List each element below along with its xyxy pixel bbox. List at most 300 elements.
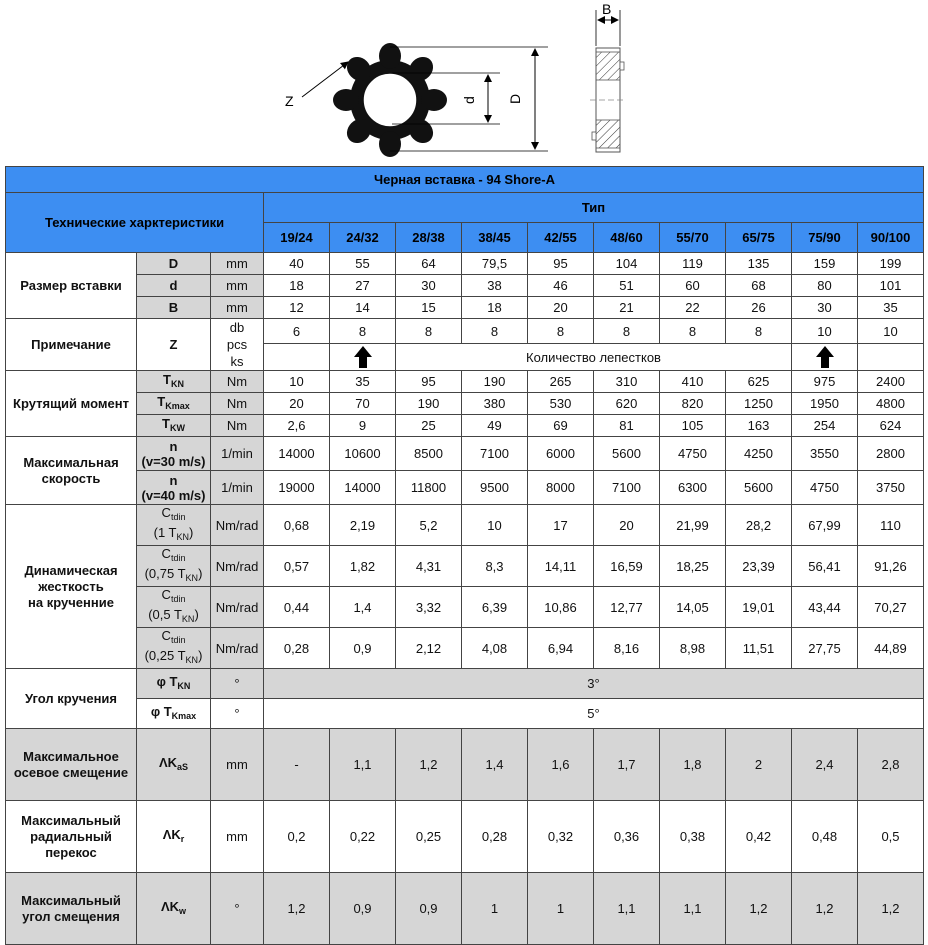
- text: Динамическая: [24, 562, 118, 578]
- value-cell: 310: [594, 371, 660, 393]
- param-cell: [137, 505, 211, 546]
- value-cell: 35: [330, 371, 396, 393]
- text: db: [229, 320, 245, 335]
- param-cell: [137, 669, 211, 699]
- value-cell: 5,2: [396, 505, 462, 546]
- value-cell: 1,2: [858, 873, 924, 945]
- value-cell: 8: [594, 319, 660, 344]
- unit-cell: 1/min: [211, 437, 264, 471]
- text: перекос: [45, 844, 97, 860]
- table-row: [6, 546, 924, 587]
- unit-cell: mm: [211, 275, 264, 297]
- value-cell: 28,2: [726, 505, 792, 546]
- table-row: [6, 253, 924, 275]
- text: жесткость: [38, 578, 104, 594]
- text: T: [157, 393, 166, 409]
- value-cell: 1: [462, 873, 528, 945]
- value-cell: 8,16: [594, 628, 660, 669]
- value-cell: 38: [462, 275, 528, 297]
- text: Максимальный: [21, 812, 121, 828]
- value-cell: 265: [528, 371, 594, 393]
- value-cell: 190: [396, 393, 462, 415]
- subscript: KN: [177, 680, 191, 691]
- subscript: tdin: [170, 553, 186, 563]
- param-cell: [137, 699, 211, 729]
- text: осевое смещение: [13, 764, 129, 780]
- value-cell: 67,99: [792, 505, 858, 546]
- value-cell: 2: [726, 729, 792, 801]
- value-cell: 49: [462, 415, 528, 437]
- unit-cell: Nm/rad: [211, 628, 264, 669]
- value-cell: 21: [594, 297, 660, 319]
- text: Максимальный: [21, 892, 121, 908]
- merged-value-cell: 3°: [264, 669, 924, 699]
- value-cell: 0,32: [528, 801, 594, 873]
- value-cell: 1: [528, 873, 594, 945]
- value-cell: 30: [792, 297, 858, 319]
- type-header: 90/100: [858, 223, 924, 253]
- value-cell: 19000: [264, 471, 330, 505]
- group-radial: [6, 801, 137, 873]
- value-cell: 0,28: [462, 801, 528, 873]
- value-cell: 18: [264, 275, 330, 297]
- value-cell: 0,36: [594, 801, 660, 873]
- value-cell: 8: [528, 319, 594, 344]
- text: n: [169, 472, 178, 488]
- unit-cell: Nm: [211, 371, 264, 393]
- value-cell: 1,2: [792, 873, 858, 945]
- value-cell: 0,9: [330, 873, 396, 945]
- value-cell: 8: [396, 319, 462, 344]
- text: (1 T: [153, 525, 177, 540]
- value-cell: 1,2: [726, 873, 792, 945]
- subscript: tdin: [170, 594, 186, 604]
- unit-cell: mm: [211, 297, 264, 319]
- value-cell: 60: [660, 275, 726, 297]
- value-cell: 5600: [594, 437, 660, 471]
- text: ): [198, 648, 203, 663]
- text: (0,5 T: [148, 607, 182, 622]
- value-cell: 95: [396, 371, 462, 393]
- value-cell: 1,2: [396, 729, 462, 801]
- text: ΛK: [162, 826, 181, 842]
- type-header: 28/38: [396, 223, 462, 253]
- param-cell: [137, 437, 211, 471]
- value-cell: 0,48: [792, 801, 858, 873]
- value-cell: 8500: [396, 437, 462, 471]
- param-cell: [137, 371, 211, 393]
- value-cell: 1,82: [330, 546, 396, 587]
- table-row: [6, 587, 924, 628]
- value-cell: 3,32: [396, 587, 462, 628]
- text: T: [162, 415, 170, 431]
- subscript: KW: [169, 422, 185, 433]
- value-cell: 64: [396, 253, 462, 275]
- value-cell: 8: [462, 319, 528, 344]
- merged-value-cell: 5°: [264, 699, 924, 729]
- unit-cell: Nm/rad: [211, 546, 264, 587]
- value-cell: 4250: [726, 437, 792, 471]
- value-cell: 1,7: [594, 729, 660, 801]
- text: радиальный: [30, 828, 112, 844]
- value-cell: 22: [660, 297, 726, 319]
- value-cell: 91,26: [858, 546, 924, 587]
- value-cell: 43,44: [792, 587, 858, 628]
- text: на крученние: [28, 594, 114, 610]
- value-cell: 20: [528, 297, 594, 319]
- param-cell: d: [137, 275, 211, 297]
- param-cell: [137, 873, 211, 945]
- value-cell: 8: [660, 319, 726, 344]
- text: T: [163, 371, 171, 387]
- value-cell: 190: [462, 371, 528, 393]
- text: ks: [230, 354, 244, 369]
- value-cell: 27: [330, 275, 396, 297]
- value-cell: 20: [594, 505, 660, 546]
- unit-cell: Nm/rad: [211, 505, 264, 546]
- value-cell: 14,11: [528, 546, 594, 587]
- coupling-insert-drawing: [0, 0, 928, 166]
- type-header: 19/24: [264, 223, 330, 253]
- value-cell: 14000: [330, 471, 396, 505]
- value-cell: 254: [792, 415, 858, 437]
- value-cell: 7100: [594, 471, 660, 505]
- value-cell: 44,89: [858, 628, 924, 669]
- value-cell: 20: [264, 393, 330, 415]
- subscript: tdin: [170, 635, 186, 645]
- text: Максимальное: [23, 748, 119, 764]
- subscript: KN: [181, 614, 195, 624]
- value-cell: 9500: [462, 471, 528, 505]
- value-cell: 16,59: [594, 546, 660, 587]
- arrow-up-icon: [354, 346, 372, 368]
- table-row: [6, 471, 924, 505]
- value-cell: 104: [594, 253, 660, 275]
- value-cell: 1,1: [330, 729, 396, 801]
- param-cell: [137, 801, 211, 873]
- text: скорость: [41, 470, 101, 486]
- text: C: [161, 628, 171, 643]
- value-cell: 820: [660, 393, 726, 415]
- text: C: [161, 505, 171, 520]
- group-twist-angle: Угол кручения: [6, 669, 137, 729]
- value-cell: 14: [330, 297, 396, 319]
- text: ΛK: [160, 898, 180, 914]
- label-z: Z: [285, 93, 294, 109]
- value-cell: 625: [726, 371, 792, 393]
- text: φ T: [156, 673, 178, 689]
- value-cell: 10,86: [528, 587, 594, 628]
- value-cell: 380: [462, 393, 528, 415]
- subscript: Kmax: [171, 710, 197, 721]
- header-type: Тип: [264, 193, 924, 223]
- value-cell: 410: [660, 371, 726, 393]
- value-cell: 14,05: [660, 587, 726, 628]
- table-title: Черная вставка - 94 Shore-A: [6, 167, 924, 193]
- value-cell: 6000: [528, 437, 594, 471]
- value-cell: 1,8: [660, 729, 726, 801]
- type-header: 75/90: [792, 223, 858, 253]
- value-cell: 70: [330, 393, 396, 415]
- value-cell: 19,01: [726, 587, 792, 628]
- table-row: [6, 167, 924, 193]
- value-cell: 26: [726, 297, 792, 319]
- petals-arrow-cell: [264, 344, 330, 371]
- param-cell: [137, 415, 211, 437]
- value-cell: 69: [528, 415, 594, 437]
- group-insert-size: Размер вставки: [6, 253, 137, 319]
- value-cell: 10: [462, 505, 528, 546]
- unit-cell: [211, 319, 264, 371]
- value-cell: 0,38: [660, 801, 726, 873]
- value-cell: 3750: [858, 471, 924, 505]
- text: (v=40 m/s): [141, 487, 206, 503]
- value-cell: 8: [726, 319, 792, 344]
- value-cell: 1,1: [660, 873, 726, 945]
- table-row: [6, 437, 924, 471]
- group-angular: [6, 873, 137, 945]
- text: (0,75 T: [144, 566, 186, 581]
- value-cell: 23,39: [726, 546, 792, 587]
- value-cell: 0,28: [264, 628, 330, 669]
- value-cell: -: [264, 729, 330, 801]
- subscript: w: [179, 905, 187, 916]
- value-cell: 10600: [330, 437, 396, 471]
- text: n: [169, 438, 178, 454]
- unit-cell: 1/min: [211, 471, 264, 505]
- subscript: KN: [185, 655, 199, 665]
- type-header: 48/60: [594, 223, 660, 253]
- value-cell: 17: [528, 505, 594, 546]
- value-cell: 530: [528, 393, 594, 415]
- unit-cell: °: [211, 669, 264, 699]
- param-cell: [137, 546, 211, 587]
- value-cell: 35: [858, 297, 924, 319]
- label-d: d: [461, 96, 477, 104]
- value-cell: 27,75: [792, 628, 858, 669]
- value-cell: 51: [594, 275, 660, 297]
- text: Максимальная: [23, 454, 119, 470]
- text: φ T: [150, 703, 172, 719]
- unit-cell: Nm: [211, 415, 264, 437]
- value-cell: 4,08: [462, 628, 528, 669]
- value-cell: 4750: [660, 437, 726, 471]
- value-cell: 620: [594, 393, 660, 415]
- value-cell: 6: [264, 319, 330, 344]
- value-cell: 101: [858, 275, 924, 297]
- value-cell: 95: [528, 253, 594, 275]
- value-cell: 46: [528, 275, 594, 297]
- petals-arrow-cell: [792, 344, 858, 371]
- table-row: [6, 393, 924, 415]
- value-cell: 159: [792, 253, 858, 275]
- table-row: [6, 275, 924, 297]
- text: (0,25 T: [144, 648, 186, 663]
- value-cell: 4,31: [396, 546, 462, 587]
- text: C: [161, 546, 171, 561]
- value-cell: 119: [660, 253, 726, 275]
- value-cell: 81: [594, 415, 660, 437]
- side-view-icon: [590, 48, 626, 152]
- value-cell: 1,1: [594, 873, 660, 945]
- value-cell: 1250: [726, 393, 792, 415]
- table-row: [6, 415, 924, 437]
- text: угол смещения: [22, 908, 120, 924]
- value-cell: 6,94: [528, 628, 594, 669]
- value-cell: 0,25: [396, 801, 462, 873]
- value-cell: 975: [792, 371, 858, 393]
- value-cell: 2800: [858, 437, 924, 471]
- value-cell: 1,6: [528, 729, 594, 801]
- value-cell: 199: [858, 253, 924, 275]
- value-cell: 110: [858, 505, 924, 546]
- value-cell: 1,4: [330, 587, 396, 628]
- value-cell: 0,42: [726, 801, 792, 873]
- param-cell: [137, 628, 211, 669]
- type-header: 55/70: [660, 223, 726, 253]
- value-cell: 105: [660, 415, 726, 437]
- value-cell: 2,12: [396, 628, 462, 669]
- value-cell: 70,27: [858, 587, 924, 628]
- text: (v=30 m/s): [141, 453, 206, 469]
- type-header: 38/45: [462, 223, 528, 253]
- petals-text: Количество лепестков: [396, 344, 792, 371]
- label-B-dim: B: [602, 1, 612, 17]
- value-cell: 4750: [792, 471, 858, 505]
- value-cell: 1,4: [462, 729, 528, 801]
- table-row: [6, 801, 924, 873]
- table-row: [6, 505, 924, 546]
- value-cell: 1950: [792, 393, 858, 415]
- type-header: 42/55: [528, 223, 594, 253]
- value-cell: 14000: [264, 437, 330, 471]
- unit-cell: Nm/rad: [211, 587, 264, 628]
- value-cell: 8,98: [660, 628, 726, 669]
- value-cell: 10: [858, 319, 924, 344]
- value-cell: 4800: [858, 393, 924, 415]
- unit-cell: Nm: [211, 393, 264, 415]
- value-cell: 0,5: [858, 801, 924, 873]
- group-axial: [6, 729, 137, 801]
- value-cell: 1,2: [264, 873, 330, 945]
- group-stiffness: [6, 505, 137, 669]
- value-cell: 11800: [396, 471, 462, 505]
- value-cell: 0,57: [264, 546, 330, 587]
- value-cell: 25: [396, 415, 462, 437]
- group-speed: [6, 437, 137, 505]
- value-cell: 5600: [726, 471, 792, 505]
- subscript: tdin: [170, 512, 186, 522]
- petals-arrow-cell: [858, 344, 924, 371]
- value-cell: 0,44: [264, 587, 330, 628]
- arrow-up-icon: [816, 346, 834, 368]
- value-cell: 2,4: [792, 729, 858, 801]
- table-row: [6, 297, 924, 319]
- value-cell: 18,25: [660, 546, 726, 587]
- value-cell: 30: [396, 275, 462, 297]
- subscript: aS: [177, 761, 189, 772]
- value-cell: 2,6: [264, 415, 330, 437]
- value-cell: 80: [792, 275, 858, 297]
- text: ΛK: [158, 754, 178, 770]
- value-cell: 7100: [462, 437, 528, 471]
- value-cell: 0,68: [264, 505, 330, 546]
- param-cell: D: [137, 253, 211, 275]
- header-tech: Технические харктеристики: [6, 193, 264, 253]
- table-row: [6, 699, 924, 729]
- table-row: [6, 193, 924, 223]
- table-row: [6, 319, 924, 344]
- value-cell: 135: [726, 253, 792, 275]
- subscript: KN: [185, 573, 199, 583]
- label-D-dim: D: [507, 93, 523, 104]
- value-cell: 0,22: [330, 801, 396, 873]
- spec-table: [5, 166, 924, 945]
- unit-cell: mm: [211, 729, 264, 801]
- value-cell: 55: [330, 253, 396, 275]
- subscript: KN: [176, 532, 190, 542]
- value-cell: 0,9: [330, 628, 396, 669]
- text: ): [198, 566, 203, 581]
- table-row: [6, 729, 924, 801]
- value-cell: 0,2: [264, 801, 330, 873]
- type-header: 24/32: [330, 223, 396, 253]
- text: C: [161, 587, 171, 602]
- subscript: r: [180, 833, 185, 844]
- unit-cell: mm: [211, 801, 264, 873]
- unit-cell: mm: [211, 253, 264, 275]
- value-cell: 8,3: [462, 546, 528, 587]
- value-cell: 15: [396, 297, 462, 319]
- subscript: Kmax: [165, 400, 190, 411]
- value-cell: 21,99: [660, 505, 726, 546]
- param-cell: [137, 471, 211, 505]
- value-cell: 8000: [528, 471, 594, 505]
- group-torque: Крутящий момент: [6, 371, 137, 437]
- table-row: [6, 628, 924, 669]
- value-cell: 18: [462, 297, 528, 319]
- value-cell: 624: [858, 415, 924, 437]
- value-cell: 2,19: [330, 505, 396, 546]
- value-cell: 6,39: [462, 587, 528, 628]
- value-cell: 9: [330, 415, 396, 437]
- value-cell: 6300: [660, 471, 726, 505]
- table-row: [6, 669, 924, 699]
- param-cell: Z: [137, 319, 211, 371]
- text: ): [194, 607, 199, 622]
- value-cell: 8: [330, 319, 396, 344]
- value-cell: 2,8: [858, 729, 924, 801]
- table-row: [6, 873, 924, 945]
- value-cell: 10: [264, 371, 330, 393]
- value-cell: 12,77: [594, 587, 660, 628]
- param-cell: [137, 587, 211, 628]
- unit-cell: °: [211, 873, 264, 945]
- group-note: Примечание: [6, 319, 137, 371]
- value-cell: 0,9: [396, 873, 462, 945]
- text: pcs: [226, 337, 248, 352]
- value-cell: 10: [792, 319, 858, 344]
- unit-cell: °: [211, 699, 264, 729]
- table-row: [6, 371, 924, 393]
- petals-arrow-cell: [330, 344, 396, 371]
- value-cell: 79,5: [462, 253, 528, 275]
- value-cell: 12: [264, 297, 330, 319]
- spider-insert-icon: [333, 43, 447, 157]
- text: ): [189, 525, 194, 540]
- value-cell: 11,51: [726, 628, 792, 669]
- value-cell: 3550: [792, 437, 858, 471]
